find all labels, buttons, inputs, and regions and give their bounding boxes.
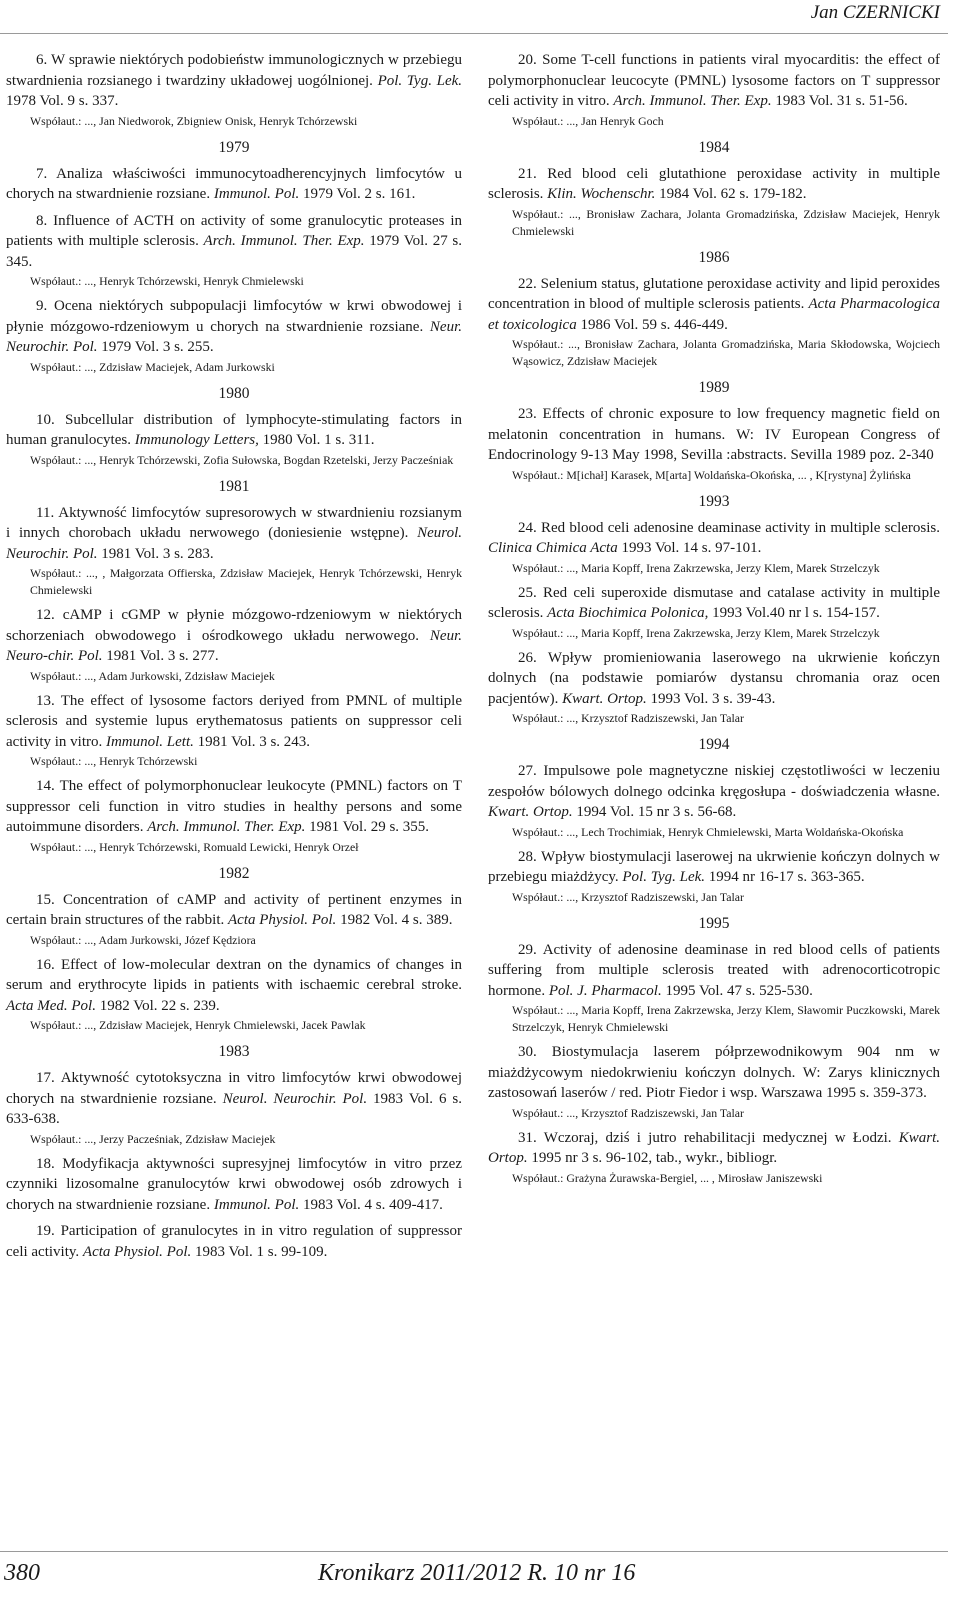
entry-journal: Pol. J. Pharmacol. xyxy=(548,982,662,999)
entry-number: 27. xyxy=(518,763,537,779)
bibliography-entry xyxy=(488,50,940,130)
year-heading: 1993 xyxy=(698,492,730,510)
entry-journal: Immunol. Pol. xyxy=(213,186,300,202)
entry-citation: 1983 Vol. 4 s. 409-417. xyxy=(299,1196,443,1213)
entry-number: 9. xyxy=(36,298,48,314)
entry-number: 10. xyxy=(36,411,55,428)
entry-text xyxy=(488,847,940,888)
entry-title: Impulsowe pole magnetyczne niskiej częstotliwości w leczeniu zespołów bólowych dolnego odcinka kręgosłupa - doświadczenia własne. xyxy=(488,763,940,800)
entry-citation: 1981 Vol. 29 s. 355. xyxy=(305,819,430,835)
entry-citation: 1982 Vol. 22 s. 239. xyxy=(95,997,220,1014)
entry-journal: Klin. Wochenschr. xyxy=(547,186,656,202)
entry-number: 11. xyxy=(36,504,55,521)
entry-journal: Acta Physiol. Pol. xyxy=(228,912,337,928)
entry-number: 12. xyxy=(36,607,55,623)
entry-title: The effect of polymorphonuclear leukocyte (PMNL) factors on T suppressor celi function in vitro studies in healthy persons and some autoimmune disorders. xyxy=(6,778,462,835)
bibliography-entry xyxy=(488,761,940,841)
entry-number: 16. xyxy=(36,956,55,973)
entry-number: 23. xyxy=(518,406,537,422)
entry-coauthors: Współaut.: ..., Henryk Tchórzewski, Zofia Sułowska, Bogdan Rzetelski, Jerzy Pacześniak xyxy=(30,452,454,467)
entry-coauthors: Współaut.: ..., Zdzisław Maciejek, Adam Jurkowski xyxy=(30,359,275,374)
entry-citation: 1995 nr 3 s. 96-102, tab., wykr., bibliogr. xyxy=(527,1150,778,1166)
entry-coauthors: Współaut.: ..., Lech Trochimiak, Henryk Chmielewski, Marta Woldańska-Okońska xyxy=(512,824,904,839)
entry-journal: Immunology Letters, xyxy=(134,432,259,448)
entry-coauthors: Współaut.: ..., Adam Jurkowski, Józef Kędziora xyxy=(30,932,256,947)
entry-number: 25. xyxy=(518,584,537,601)
header-rule xyxy=(0,33,948,34)
bibliography-entry xyxy=(6,211,462,291)
entry-title: Wczoraj, dziś i jutro rehabilitacji medycznej w Łodzi. xyxy=(543,1129,892,1146)
entry-citation: 1984 Vol. 62 s. 179-182. xyxy=(655,186,807,202)
entry-text xyxy=(488,583,940,624)
entry-title: Red celi superoxide dismutase and catalase activity in multiple sclerosis. xyxy=(488,584,941,621)
entry-journal: Acta Physiol. Pol. xyxy=(82,1243,192,1260)
entry-journal: Acta Biochimica Polonica, xyxy=(547,605,709,621)
entry-title: Concentration of cAMP and activity of pertinent enzymes in certain brain structures of the rabbit. xyxy=(6,891,463,928)
bibliography-entry xyxy=(6,503,462,600)
entry-journal: Arch. Immunol. Ther. Exp. xyxy=(147,819,306,835)
entry-coauthors: Współaut.: ..., Henryk Tchórzewski, Romuald Lewicki, Henryk Orzeł xyxy=(30,839,359,854)
bibliography-entry xyxy=(6,1221,462,1262)
entry-citation: 1978 Vol. 9 s. 337. xyxy=(6,93,119,109)
bibliography-entry xyxy=(6,1154,462,1216)
entry-coauthors: Współaut.: ..., Bronisław Zachara, Jolanta Gromadzińska, Maria Skłodowska, Wojciech Wąsowicz, Zdzisław Maciejek xyxy=(512,337,940,368)
entry-journal: Neur. Neurochir. Pol. xyxy=(6,318,463,355)
entry-text xyxy=(6,296,462,358)
entry-number: 31. xyxy=(518,1129,537,1146)
entry-text xyxy=(6,164,462,205)
entry-citation: 1982 Vol. 4 s. 389. xyxy=(336,912,453,928)
entry-title: cAMP i cGMP w płynie mózgowo-rdzeniowym w niektórych schorzeniach obwodowego i ośrodkowego układu nerwowego. xyxy=(6,607,463,644)
entry-coauthors: Współaut.: ..., Adam Jurkowski, Zdzisław Maciejek xyxy=(30,668,275,683)
entry-citation: 1983 Vol. 31 s. 51-56. xyxy=(771,93,908,109)
entry-journal: Neur. Neuro-chir. Pol. xyxy=(6,627,462,664)
entry-title: Influence of ACTH on activity of some granulocytic proteases in patients with multiple sclerosis. xyxy=(6,212,462,249)
entry-text xyxy=(6,691,462,753)
entry-journal: Kwart. Ortop. xyxy=(562,690,647,707)
bibliography-entry xyxy=(6,50,462,130)
entry-title: Subcellular distribution of lymphocyte-stimulating factors in human granulocytes. xyxy=(6,411,462,448)
entry-title: Some T-cell functions in patients viral myocarditis: the effect of polymorphonuclear leucocyte (PMNL) lysosome factors on T suppressor celi activity in vitro. xyxy=(488,52,941,109)
entry-title: W sprawie niektórych podobieństw immunologicznych w przebiegu stwardnienia rozsianego i twardziny układowej uogólnionej. xyxy=(6,52,462,89)
entry-citation: 1981 Vol. 3 s. 243. xyxy=(193,733,311,750)
entry-title: Selenium status, glutatione peroxidase activity and lipid peroxides concentration in blood of multiple sclerosis patients. xyxy=(488,275,940,312)
year-heading: 1989 xyxy=(698,379,730,396)
entry-text xyxy=(6,605,462,667)
bibliography-entry xyxy=(6,691,462,771)
entry-number: 14. xyxy=(36,778,55,794)
bibliography-entry xyxy=(488,648,940,728)
entry-journal: Neurol. Neurochir. Pol. xyxy=(6,525,463,562)
entry-journal: Acta Med. Pol. xyxy=(6,997,96,1014)
bibliography-entry xyxy=(6,1068,462,1148)
entry-coauthors: Współaut.: ..., Henryk Tchórzewski xyxy=(30,754,198,768)
entry-coauthors: Współaut.: Grażyna Żurawska-Bergiel, ... , Mirosław Janiszewski xyxy=(512,1170,823,1185)
entry-coauthors: Współaut.: ..., Bronisław Zachara, Jolanta Gromadzińska, Zdzisław Maciejek, Henryk Chmielewski xyxy=(512,206,940,238)
entry-journal: Pol. Tyg. Lek. xyxy=(377,72,463,89)
entry-journal: Arch. Immunol. Ther. Exp. xyxy=(203,233,365,249)
bibliography-entry xyxy=(488,847,940,906)
entry-citation: 1994 Vol. 15 nr 3 s. 56-68. xyxy=(572,804,737,820)
entry-title: Effects of chronic exposure to low frequency magnetic field on melatonin concentration in humans. W: IV European Congress of Endocrinology 9-13 May 1998, Sevilla :abstracts. Sevilla 1989 poz. 2-340 xyxy=(488,406,941,463)
page-number: 380 xyxy=(4,1560,40,1586)
entry-title: Wpływ biostymulacji laserowej na ukrwienie kończyn dolnych w przebiegu miażdżycy. xyxy=(488,848,940,885)
bibliography-entry xyxy=(488,274,940,371)
entry-text xyxy=(6,955,462,1017)
bibliography-entry xyxy=(6,164,462,205)
entry-citation: 1995 Vol. 47 s. 525-530. xyxy=(661,982,813,999)
entry-journal: Immunol. Lett. xyxy=(105,733,194,750)
entry-title: Wpływ promieniowania laserowego na ukrwienie kończyn dolnych (na podstawie pomiarów dystansu chromania oraz ocen pacjentów). xyxy=(488,649,940,707)
entry-citation: 1980 Vol. 1 s. 311. xyxy=(258,432,375,448)
entry-title: Modyfikacja aktywności supresyjnej limfocytów in vitro przez czynniki lizosomalne granulocytów krwi obwodowej osób zdrowych i chorych na stwardnienie rozsiane. xyxy=(6,1155,463,1213)
bibliography-entry xyxy=(6,605,462,685)
entry-number: 20. xyxy=(518,52,537,68)
entry-citation: 1979 Vol. 2 s. 161. xyxy=(299,186,416,202)
left-column xyxy=(6,50,462,1268)
bibliography-entry xyxy=(6,890,462,949)
entry-text xyxy=(488,404,940,466)
entry-title: Aktywność cytotoksyczna in vitro limfocytów krwi obwodowej chorych na stwardnienie rozsiane. xyxy=(6,1070,462,1107)
entry-text xyxy=(6,776,462,838)
year-heading: 1982 xyxy=(218,864,250,882)
entry-citation: 1993 Vol. 14 s. 97-101. xyxy=(617,540,762,556)
bibliography-entry xyxy=(488,940,940,1037)
entry-citation: 1986 Vol. 59 s. 446-449. xyxy=(576,316,728,333)
entry-coauthors: Współaut.: ..., Maria Kopff, Irena Zakrzewska, Jerzy Klem, Marek Strzelczyk xyxy=(512,560,880,575)
entry-citation: 1983 Vol. 6 s. 633-638. xyxy=(6,1090,462,1127)
year-heading: 1979 xyxy=(218,138,250,156)
entry-title: Effect of low-molecular dextran on the dynamics of changes in serum and erythrocyte lipids in patients with ischaemic cerebral stroke. xyxy=(6,956,462,993)
entry-number: 29. xyxy=(518,941,537,958)
entry-citation: 1993 Vol. 3 s. 39-43. xyxy=(646,690,776,707)
entry-title: Ocena niektórych subpopulacji limfocytów w krwi obwodowej i płynie mózgowo-rdzeniowym u chorych na stwardnienie rozsiane. xyxy=(6,298,462,335)
entry-coauthors: Współaut.: ..., Zdzisław Maciejek, Henryk Chmielewski, Jacek Pawlak xyxy=(30,1018,366,1032)
entry-journal: Clinica Chimica Acta xyxy=(488,540,618,556)
right-column xyxy=(488,50,940,1193)
entry-coauthors: Współaut.: M[ichał] Karasek, M[arta] Woldańska-Okońska, ... , K[rystyna] Żylińska xyxy=(512,467,911,482)
entry-text xyxy=(6,890,462,931)
entry-title: Red blood celi adenosine deaminase activity in multiple sclerosis. xyxy=(540,519,940,536)
bibliography-entry xyxy=(6,410,462,469)
entry-text xyxy=(6,50,462,112)
entry-title: Aktywność limfocytów supresorowych w stwardnieniu rozsianym i innych chorobach układu nerwowego (doniesienie wstępne). xyxy=(6,504,462,541)
entry-coauthors: Współaut.: ..., Krzysztof Radziszewski, Jan Talar xyxy=(512,889,744,904)
entry-text xyxy=(6,211,462,273)
entry-text xyxy=(488,1042,940,1104)
year-heading: 1983 xyxy=(218,1043,250,1060)
entry-title: Participation of granulocytes in in vitro regulation of suppressor celi activity. xyxy=(6,1223,463,1260)
entry-text xyxy=(6,1221,462,1262)
entry-text xyxy=(488,1128,940,1169)
year-heading: 1995 xyxy=(698,914,730,932)
entry-citation: 1979 Vol. 3 s. 255. xyxy=(97,339,214,355)
entry-coauthors: Współaut.: ..., Krzysztof Radziszewski, Jan Talar xyxy=(512,1105,744,1120)
entry-title: Analiza właściwości immunocytoadherencyjnych limfocytów u chorych na stwardnienie rozsiane. xyxy=(6,165,462,202)
entry-journal: Kwart. Ortop. xyxy=(488,1129,941,1166)
entry-number: 6. xyxy=(36,52,48,68)
entry-number: 17. xyxy=(36,1070,55,1086)
entry-text xyxy=(488,648,940,710)
entry-number: 19. xyxy=(36,1223,55,1239)
entry-number: 13. xyxy=(36,692,55,709)
year-heading: 1986 xyxy=(698,248,730,266)
entry-number: 15. xyxy=(36,891,55,908)
year-heading: 1994 xyxy=(698,736,730,753)
entry-coauthors: Współaut.: ..., Maria Kopff, Irena Zakrzewska, Jerzy Klem, Sławomir Puczkowski, Marek Strzelczyk, Henryk Chmielewski xyxy=(512,1003,940,1034)
entry-number: 30. xyxy=(518,1044,537,1060)
entry-title: Red blood celi glutathione peroxidase activity in multiple sclerosis. xyxy=(488,165,941,202)
entry-text xyxy=(488,761,940,823)
year-heading: 1980 xyxy=(218,384,250,402)
entry-journal: Pol. Tyg. Lek. xyxy=(622,869,706,885)
entry-coauthors: Współaut.: ..., Krzysztof Radziszewski, Jan Talar xyxy=(512,711,744,725)
entry-coauthors: Współaut.: ..., Henryk Tchórzewski, Henryk Chmielewski xyxy=(30,274,304,288)
entry-number: 26. xyxy=(518,649,537,666)
entry-number: 7. xyxy=(36,165,48,182)
entry-citation: 1993 Vol.40 nr l s. 154-157. xyxy=(708,605,880,621)
entry-text xyxy=(488,50,940,112)
entry-number: 22. xyxy=(518,275,537,292)
entry-text xyxy=(488,518,940,559)
bibliography-entry xyxy=(488,583,940,642)
year-heading: 1981 xyxy=(218,477,250,495)
entry-text xyxy=(488,164,940,205)
entry-text xyxy=(488,274,940,336)
entry-journal: Kwart. Ortop. xyxy=(488,804,573,820)
entry-coauthors: Współaut.: ..., , Małgorzata Offierska, Zdzisław Maciejek, Henryk Tchórzewski, Henryk Chmielewski xyxy=(30,566,462,597)
entry-text xyxy=(6,1068,462,1130)
entry-coauthors: Współaut.: ..., Jan Niedworok, Zbigniew Onisk, Henryk Tchórzewski xyxy=(30,113,358,128)
bibliography-entry xyxy=(488,164,940,240)
entry-text xyxy=(6,1154,462,1216)
entry-citation: 1983 Vol. 1 s. 99-109. xyxy=(191,1243,328,1260)
entry-coauthors: Współaut.: ..., Jerzy Pacześniak, Zdzisław Maciejek xyxy=(30,1131,276,1146)
entry-citation: 1981 Vol. 3 s. 277. xyxy=(102,648,219,664)
entry-number: 18. xyxy=(36,1155,55,1172)
entry-number: 8. xyxy=(36,212,48,229)
entry-journal: Neurol. Neurochir. Pol. xyxy=(222,1090,368,1107)
footer-journal-title: Kronikarz 2011/2012 R. 10 nr 16 xyxy=(318,1560,636,1586)
entry-number: 21. xyxy=(518,165,537,182)
entry-journal: Acta Pharmacologica et toxicologica xyxy=(488,296,940,333)
bibliography-entry xyxy=(488,404,940,484)
bibliography-entry xyxy=(488,518,940,577)
entry-coauthors: Współaut.: ..., Maria Kopff, Irena Zakrzewska, Jerzy Klem, Marek Strzelczyk xyxy=(512,625,880,640)
entry-journal: Arch. Immunol. Ther. Exp. xyxy=(613,93,772,109)
entry-number: 28. xyxy=(518,848,537,865)
entry-coauthors: Współaut.: ..., Jan Henryk Goch xyxy=(512,113,664,128)
entry-citation: 1979 Vol. 27 s. 345. xyxy=(6,233,462,270)
entry-title: Activity of adenosine deaminase in red blood cells of patients suffering from multiple sclerosis treated with adrenocorticotropic hormone. xyxy=(488,941,940,999)
footer-rule xyxy=(0,1551,948,1552)
entry-title: The effect of lysosome factors deriyed from PMNL of multiple sclerosis and systemie lupus erythematosus patients on suppressor celi activity in vitro. xyxy=(6,692,462,750)
bibliography-entry xyxy=(488,1128,940,1187)
bibliography-entry xyxy=(488,1042,940,1122)
bibliography-entry xyxy=(6,296,462,376)
entry-number: 24. xyxy=(518,519,537,536)
entry-text xyxy=(6,503,462,565)
entry-text xyxy=(488,940,940,1002)
entry-citation: 1981 Vol. 3 s. 283. xyxy=(97,545,214,562)
entry-title: Biostymulacja laserem półprzewodnikowym 904 nm w miażdżycowym niedokrwieniu kończyn dolnych. W: Zarys klinicznych zastosowań laserów / red. Piotr Fiedor i wsp. Warszawa 1995 s. 359-373. xyxy=(488,1044,940,1101)
entry-journal: Immunol. Pol. xyxy=(213,1196,300,1213)
year-heading: 1984 xyxy=(698,138,730,156)
entry-citation: 1994 nr 16-17 s. 363-365. xyxy=(705,869,865,885)
running-header-author: Jan CZERNICKI xyxy=(810,2,940,23)
bibliography-entry xyxy=(6,955,462,1035)
bibliography-entry xyxy=(6,776,462,856)
entry-text xyxy=(6,410,462,451)
